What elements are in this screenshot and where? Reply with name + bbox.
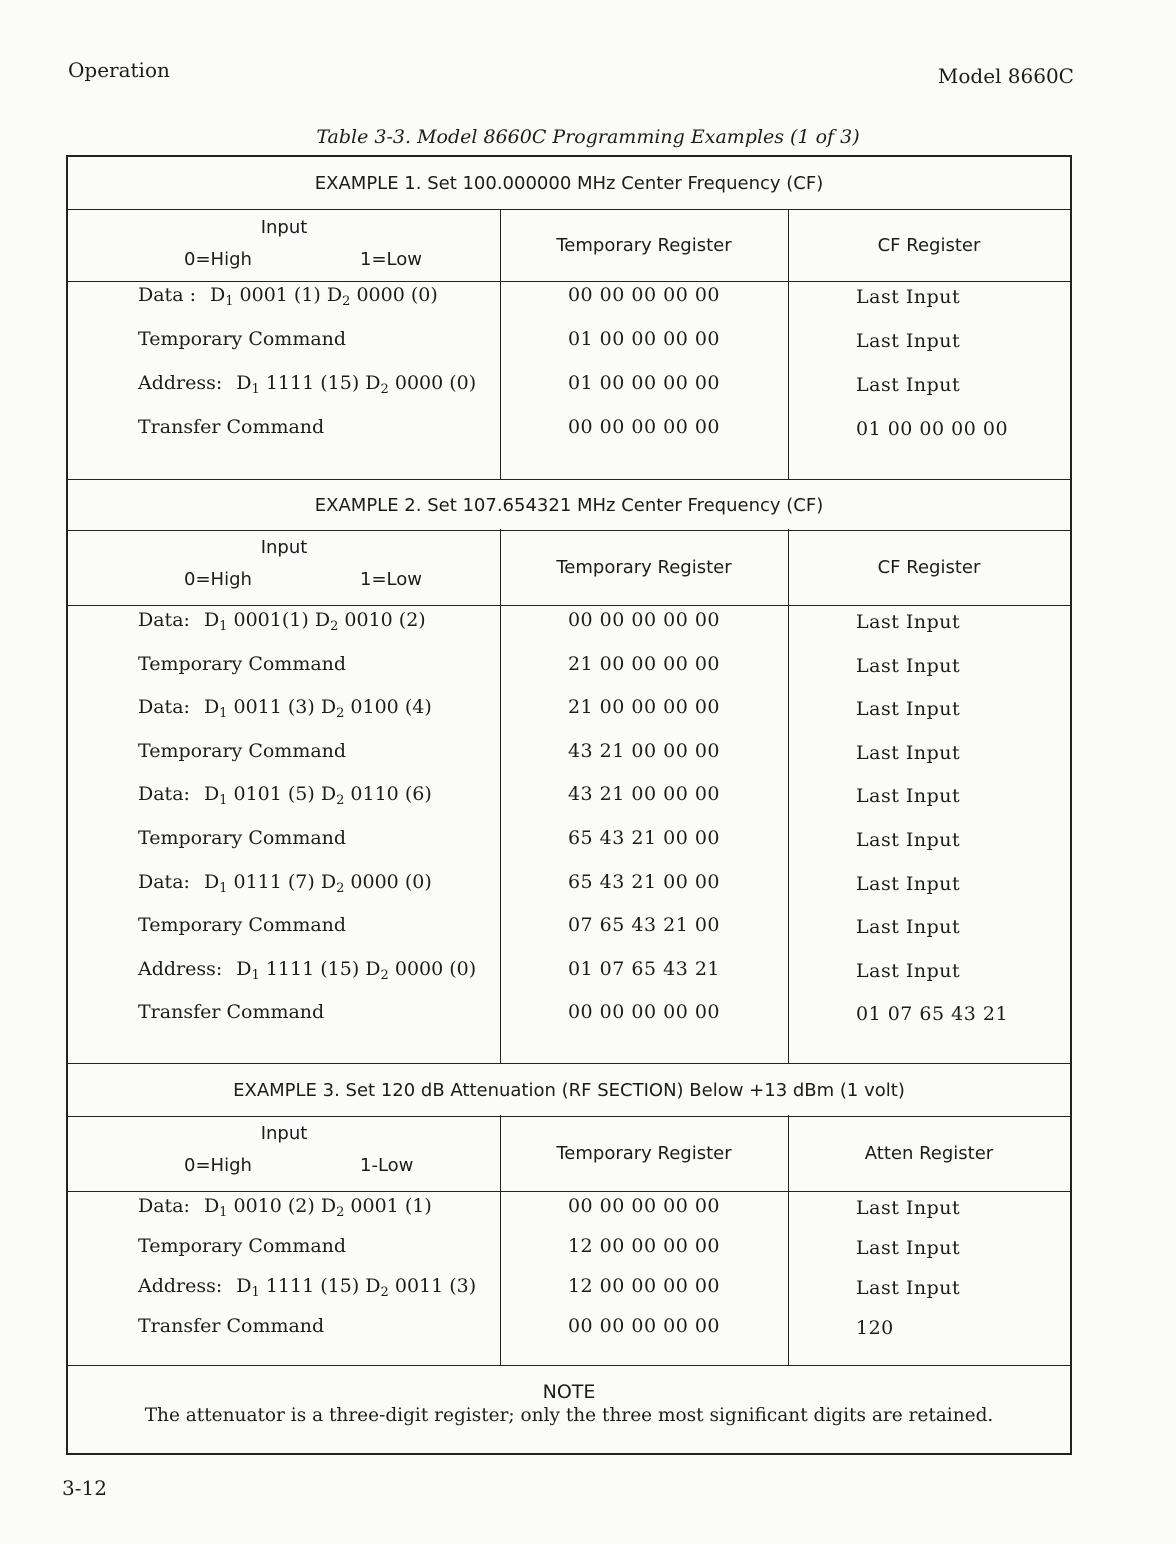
digit-subscript: 2 (380, 382, 389, 397)
digit-subscript: 1 (219, 1205, 228, 1220)
table-row (68, 284, 1070, 324)
temporary-register-value: 43 21 00 00 00 (567, 739, 721, 762)
digit-subscript: 2 (380, 967, 389, 983)
digit-label: D (236, 1275, 252, 1297)
temporary-register-value: 43 21 00 00 00 (567, 783, 721, 806)
register-value: Last Input (856, 959, 961, 982)
input-label: Input (260, 537, 308, 558)
temporary-register-value: 01 07 65 43 21 (567, 957, 721, 980)
digit-label: D (326, 284, 343, 306)
high-label: 0=High (184, 1155, 252, 1176)
digit-2-value: 0110 (6) (350, 783, 432, 806)
digit-2-value: 0000 (0) (394, 957, 477, 980)
digit-label: D (203, 609, 220, 631)
input-cell (138, 957, 477, 983)
input-label-text: Temporary Command (138, 739, 347, 762)
digit-1-value: 0010 (2) (233, 1195, 315, 1217)
digit-subscript: 2 (336, 880, 345, 896)
input-label-text: Data: (138, 870, 190, 893)
register-value: Last Input (856, 611, 961, 633)
temporary-register-header: Temporary Register (556, 556, 732, 578)
table-caption: Table 3-3. Model 8660C Programming Examples (1 of 3) (316, 126, 860, 148)
programming-examples-table (66, 155, 1072, 1455)
table-row (68, 653, 1070, 693)
register-value: Last Input (856, 698, 961, 721)
page-header-model: Model 8660C (937, 64, 1074, 88)
digit-1-value: 0001 (1) (239, 284, 321, 306)
register-value: 120 (856, 1317, 894, 1339)
digit-label: D (314, 609, 331, 631)
register-value: Last Input (856, 741, 961, 764)
input-label-text: Address: (138, 1275, 223, 1297)
table-row (68, 958, 1070, 998)
temporary-register-value: 00 00 00 00 00 (567, 1315, 721, 1337)
register-value: Last Input (856, 286, 961, 308)
input-label-text: Data: (138, 696, 190, 719)
example-title: EXAMPLE 3. Set 120 dB Attenuation (RF SECTION) Below +13 dBm (1 volt) (68, 1063, 1070, 1117)
input-label-text: Data : (138, 284, 196, 306)
digit-label: D (365, 957, 381, 980)
digit-1-value: 0001(1) (233, 609, 309, 631)
example-title: EXAMPLE 2. Set 107.654321 MHz Center Frequency (CF) (68, 479, 1070, 531)
digit-1-value: 0011 (3) (233, 696, 315, 719)
input-label-text: Address: (138, 372, 223, 394)
register-value: Last Input (856, 785, 961, 808)
digit-1-value: 0101 (5) (233, 783, 315, 806)
input-cell (138, 1001, 324, 1023)
temporary-register-value: 01 00 00 00 00 (567, 328, 721, 350)
digit-1-value: 1111 (15) (265, 957, 360, 980)
table-row (68, 1315, 1070, 1355)
digit-2-value: 0010 (2) (344, 609, 426, 631)
register-value: Last Input (856, 1237, 961, 1259)
table-row (68, 783, 1070, 823)
low-label: 1=Low (360, 569, 422, 590)
input-cell (138, 328, 346, 350)
input-label-text: Transfer Command (138, 416, 325, 438)
input-cell (138, 416, 324, 438)
table-row (68, 1275, 1070, 1315)
column-header-row (68, 209, 1070, 282)
input-cell (138, 914, 346, 936)
temporary-register-value: 65 43 21 00 00 (567, 870, 721, 893)
table-row (68, 1195, 1070, 1235)
digit-subscript: 2 (342, 294, 351, 309)
digit-subscript: 2 (330, 619, 339, 634)
input-label-text: Transfer Command (138, 1315, 325, 1337)
digit-label: D (236, 372, 252, 394)
column-header-row (68, 1115, 1070, 1192)
register-value: Last Input (856, 829, 961, 851)
digit-label: D (203, 783, 220, 806)
input-label-text: Address: (138, 957, 223, 980)
table-row (68, 871, 1070, 911)
page-header-section: Operation (68, 58, 170, 82)
digit-1-value: 0111 (7) (233, 870, 315, 893)
temporary-register-value: 00 00 00 00 00 (567, 1195, 721, 1217)
digit-subscript: 1 (225, 294, 234, 309)
digit-2-value: 0000 (0) (394, 372, 477, 394)
digit-subscript: 2 (336, 1205, 345, 1220)
digit-2-value: 0000 (0) (350, 870, 432, 893)
temporary-register-header: Temporary Register (556, 234, 732, 256)
input-label: Input (260, 1123, 308, 1144)
low-label: 1-Low (360, 1155, 414, 1176)
input-label-text: Temporary Command (138, 328, 347, 350)
temporary-register-value: 12 00 00 00 00 (567, 1275, 721, 1297)
input-label-text: Temporary Command (138, 914, 347, 937)
temporary-register-value: 12 00 00 00 00 (567, 1235, 721, 1257)
digit-subscript: 1 (219, 793, 228, 809)
table-row (68, 827, 1070, 867)
input-cell (138, 653, 346, 675)
input-cell (138, 783, 432, 809)
table-row (68, 914, 1070, 954)
digit-1-value: 1111 (15) (265, 1275, 360, 1297)
digit-2-value: 0100 (4) (350, 696, 432, 719)
digit-1-value: 1111 (15) (265, 372, 360, 394)
temporary-register-value: 00 00 00 00 00 (567, 416, 721, 438)
input-cell (138, 1195, 432, 1220)
input-label: Input (260, 217, 308, 238)
temporary-register-header: Temporary Register (556, 1142, 732, 1164)
high-label: 0=High (184, 249, 252, 270)
example-title: EXAMPLE 1. Set 100.000000 MHz Center Frequency (CF) (68, 157, 1070, 210)
digit-2-value: 0001 (1) (350, 1195, 432, 1217)
digit-2-value: 0000 (0) (356, 284, 438, 306)
input-cell (138, 827, 346, 849)
digit-label: D (320, 870, 337, 893)
digit-subscript: 1 (219, 880, 228, 896)
digit-subscript: 2 (336, 793, 345, 809)
register-value: 01 00 00 00 00 (856, 418, 1009, 440)
digit-label: D (320, 783, 337, 806)
temporary-register-value: 00 00 00 00 00 (567, 609, 721, 631)
digit-2-value: 0011 (3) (394, 1275, 477, 1297)
input-cell (138, 284, 438, 309)
atten-register-header: Atten Register (864, 1142, 994, 1164)
input-cell (138, 609, 426, 634)
input-cell (138, 740, 346, 762)
column-header-row (68, 529, 1070, 606)
input-label-text: Temporary Command (138, 827, 347, 849)
digit-subscript: 1 (251, 1285, 260, 1300)
digit-subscript: 1 (219, 619, 228, 634)
temporary-register-value: 00 00 00 00 00 (567, 284, 721, 306)
page-number: 3-12 (62, 1476, 107, 1500)
note-box (68, 1381, 1070, 1426)
input-label-text: Data: (138, 609, 190, 631)
temporary-register-value: 21 00 00 00 00 (567, 696, 721, 719)
temporary-register-value: 00 00 00 00 00 (567, 1001, 721, 1024)
input-label-text: Data: (138, 1195, 190, 1217)
register-value: Last Input (856, 374, 961, 396)
digit-label: D (320, 696, 337, 719)
cf-register-header: CF Register (877, 556, 981, 578)
input-cell (138, 1275, 477, 1300)
note-body: The attenuator is a three-digit register; only the three most significant digits are retained. (144, 1405, 994, 1426)
digit-label: D (365, 372, 381, 394)
digit-label: D (203, 870, 220, 893)
table-row (68, 696, 1070, 736)
table-row (68, 416, 1070, 456)
input-cell (138, 1235, 346, 1257)
input-column-header (68, 529, 500, 605)
input-cell (138, 1315, 324, 1337)
input-label-text: Transfer Command (138, 1001, 325, 1024)
note-title: NOTE (542, 1381, 596, 1403)
register-value: Last Input (856, 1277, 961, 1299)
digit-label: D (203, 1195, 220, 1217)
digit-subscript: 1 (251, 382, 260, 397)
high-label: 0=High (184, 569, 252, 590)
digit-label: D (320, 1195, 337, 1217)
input-column-header (68, 209, 500, 281)
input-cell (138, 870, 432, 896)
digit-subscript: 2 (380, 1285, 389, 1300)
input-label-text: Temporary Command (138, 652, 347, 675)
temporary-register-value: 07 65 43 21 00 (567, 914, 721, 937)
input-column-header (68, 1115, 500, 1191)
digit-subscript: 2 (336, 706, 345, 722)
digit-label: D (209, 284, 226, 306)
table-row (68, 609, 1070, 649)
temporary-register-value: 21 00 00 00 00 (567, 652, 721, 675)
low-label: 1=Low (360, 249, 422, 270)
digit-subscript: 1 (251, 967, 260, 983)
input-label-text: Data: (138, 783, 190, 806)
digit-label: D (236, 957, 252, 980)
digit-label: D (365, 1275, 381, 1297)
input-label-text: Temporary Command (138, 1235, 347, 1257)
register-value: Last Input (856, 1197, 961, 1219)
register-value: Last Input (856, 330, 961, 352)
temporary-register-value: 65 43 21 00 00 (567, 827, 721, 849)
temporary-register-value: 01 00 00 00 00 (567, 372, 721, 394)
input-cell (138, 372, 477, 397)
digit-label: D (203, 696, 220, 719)
table-row (68, 1001, 1070, 1041)
register-value: 01 07 65 43 21 (856, 1003, 1009, 1026)
table-row (68, 1235, 1070, 1275)
register-value: Last Input (856, 654, 961, 677)
table-row (68, 372, 1070, 412)
table-row (68, 740, 1070, 780)
note-divider (68, 1365, 1070, 1366)
cf-register-header: CF Register (877, 234, 981, 256)
register-value: Last Input (856, 916, 961, 939)
table-row (68, 328, 1070, 368)
register-value: Last Input (856, 872, 961, 895)
digit-subscript: 1 (219, 706, 228, 722)
input-cell (138, 696, 432, 722)
